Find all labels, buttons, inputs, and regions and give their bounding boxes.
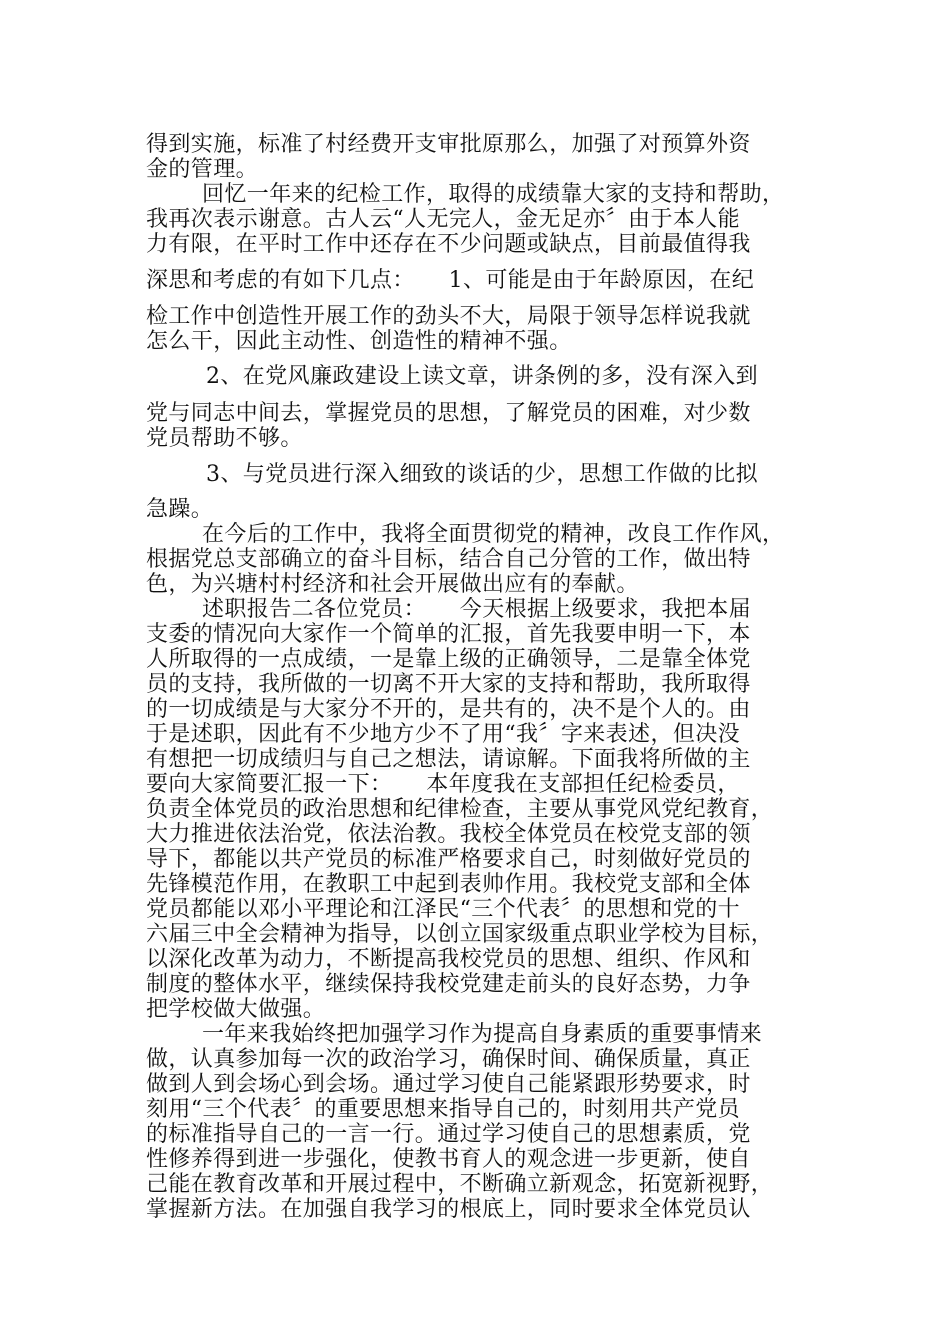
text-line: 深思和考虑的有如下几点： 1、可能是由于年龄原因，在纪 bbox=[146, 268, 755, 293]
text-line: 刻用“三个代表〞的重要思想来指导自己的，时刻用共产党员 bbox=[146, 1097, 741, 1122]
text-line: 3、与党员进行深入细致的谈话的少，思想工作做的比拟 bbox=[206, 462, 758, 487]
text-line: 检工作中创造性开展工作的劲头不大，局限于领导怎样说我就 bbox=[146, 304, 751, 329]
text-line: 把学校做大做强。 bbox=[146, 997, 326, 1022]
text-line: 2、在党风廉政建设上读文章，讲条例的多，没有深入到 bbox=[206, 364, 758, 389]
text-line: 党员帮助不够。 bbox=[146, 426, 303, 451]
text-line: 员的支持，我所做的一切离不开大家的支持和帮助，我所取得 bbox=[146, 672, 751, 697]
text-line: 党员都能以邓小平理论和江泽民“三个代表〞的思想和党的十 bbox=[146, 897, 741, 922]
text-line: 以深化改革为动力，不断提高我校党员的思想、组织、作风和 bbox=[146, 947, 751, 972]
text-line: 做到人到会场心到会场。通过学习使自己能紧跟形势要求，时 bbox=[146, 1072, 751, 1097]
text-line: 金的管理。 bbox=[146, 157, 259, 182]
text-line: 导下，都能以共产党员的标准严格要求自己，时刻做好党员的 bbox=[146, 847, 751, 872]
text-line: 大力推进依法治党，依法治教。我校全体党员在校党支部的领 bbox=[146, 822, 751, 847]
text-line: 力有限，在平时工作中还存在不少问题或缺点，目前最值得我 bbox=[146, 232, 751, 257]
text-line: 先锋模范作用，在教职工中起到表帅作用。我校党支部和全体 bbox=[146, 872, 751, 897]
text-line: 要向大家简要汇报一下： 本年度我在支部担任纪检委员， bbox=[146, 772, 740, 797]
text-line: 党与同志中间去，掌握党员的思想，了解党员的困难，对少数 bbox=[146, 401, 751, 426]
text-line: 回忆一年来的纪检工作，取得的成绩靠大家的支持和帮助， bbox=[202, 182, 785, 207]
text-line: 做，认真参加每一次的政治学习，确保时间、确保质量，真正 bbox=[146, 1047, 751, 1072]
text-line: 己能在教育改革和开展过程中，不断确立新观念，拓宽新视野， bbox=[146, 1172, 774, 1197]
text-line: 有想把一切成绩归与自己之想法，请谅解。下面我将所做的主 bbox=[146, 747, 751, 772]
text-line: 的标准指导自己的一言一行。通过学习使自己的思想素质，党 bbox=[146, 1122, 751, 1147]
text-line: 性修养得到进一步强化，使教书育人的观念进一步更新，使自 bbox=[146, 1147, 751, 1172]
text-line: 得到实施，标准了村经费开支审批原那么，加强了对预算外资 bbox=[146, 132, 751, 157]
text-line: 根据党总支部确立的奋斗目标，结合自己分管的工作，做出特 bbox=[146, 547, 751, 572]
text-line: 的一切成绩是与大家分不开的，是共有的，决不是个人的。由 bbox=[146, 697, 751, 722]
text-line: 急躁。 bbox=[146, 497, 214, 522]
text-line: 在今后的工作中，我将全面贯彻党的精神，改良工作作风， bbox=[202, 522, 785, 547]
text-line: 人所取得的一点成绩，一是靠上级的正确领导，二是靠全体党 bbox=[146, 647, 751, 672]
text-line: 色，为兴塘村村经济和社会开展做出应有的奉献。 bbox=[146, 572, 639, 597]
text-line: 怎么干，因此主动性、创造性的精神不强。 bbox=[146, 329, 572, 354]
text-line: 负责全体党员的政治思想和纪律检查，主要从事党风党纪教育， bbox=[146, 797, 774, 822]
text-line: 支委的情况向大家作一个简单的汇报，首先我要申明一下，本 bbox=[146, 622, 751, 647]
text-line: 掌握新方法。在加强自我学习的根底上，同时要求全体党员认 bbox=[146, 1197, 751, 1222]
text-line: 我再次表示谢意。古人云“人无完人，金无足亦〞由于本人能 bbox=[146, 207, 741, 232]
text-line: 述职报告二各位党员： 今天根据上级要求，我把本届 bbox=[202, 597, 752, 622]
text-line: 于是述职，因此有不少地方少不了用“我〞字来表述，但决没 bbox=[146, 722, 741, 747]
text-line: 制度的整体水平，继续保持我校党建走前头的良好态势，力争 bbox=[146, 972, 751, 997]
text-line: 一年来我始终把加强学习作为提高自身素质的重要事情来 bbox=[202, 1022, 763, 1047]
text-line: 六届三中全会精神为指导，以创立国家级重点职业学校为目标， bbox=[146, 922, 774, 947]
